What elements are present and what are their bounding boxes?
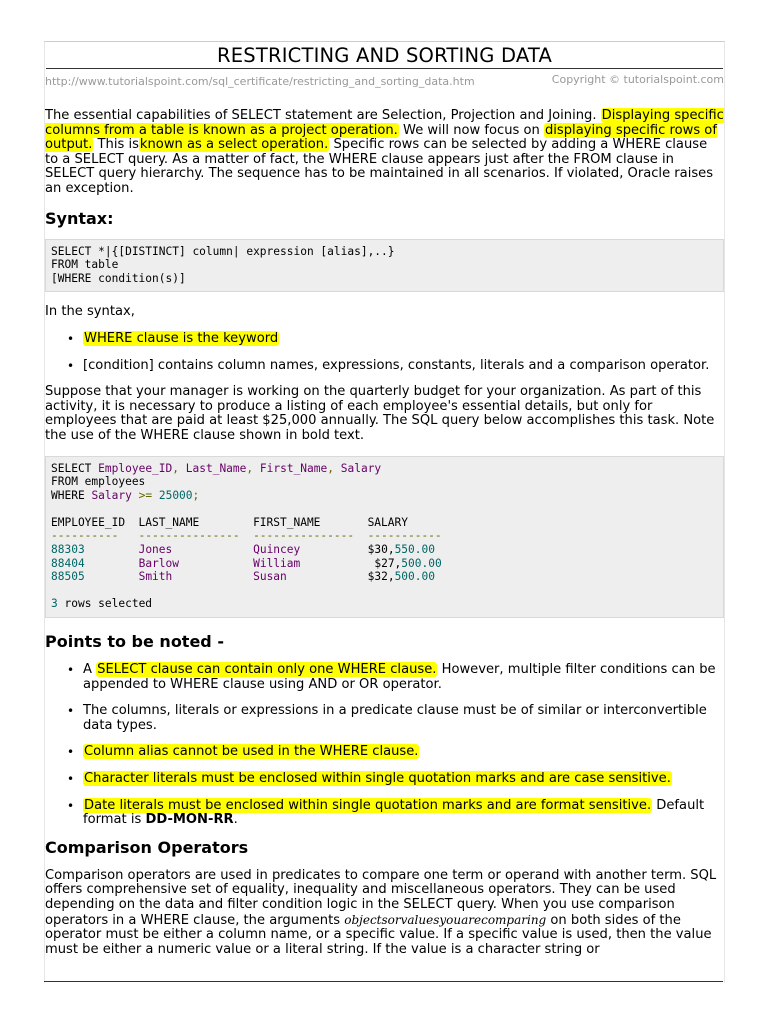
points-list (45, 663, 724, 828)
document-page (44, 41, 725, 983)
syntax-line-2: FROM table (51, 258, 119, 272)
syntax-line-1: SELECT *|{[DISTINCT] column| expression [alias],..} (51, 244, 395, 258)
points-heading: Points to be noted - (45, 632, 224, 652)
code-column: Salary (340, 461, 382, 475)
result-cell-salary-num: 500.00 (401, 556, 442, 570)
code-column: Employee_ID (98, 461, 173, 475)
list-item (45, 359, 724, 374)
intro-highlight-2: displaying specific rows of output. (45, 122, 717, 153)
code-column: Salary (91, 488, 132, 502)
rows-count: 3 (51, 597, 58, 611)
result-cell-salary-num: 500.00 (394, 570, 435, 584)
intro-paragraph (45, 91, 724, 197)
syntax-code-block (45, 239, 724, 293)
point-3-highlight: Column alias cannot be used in the WHERE clause. (84, 744, 419, 760)
result-divider: ---------- --------------- --------------- ----------- (51, 529, 442, 543)
comparison-italic: objectsorvaluesyouarecomparing (344, 912, 547, 927)
result-cell-first: Susan (253, 570, 287, 584)
result-cell-salary: $30, (367, 543, 395, 557)
list-item (45, 745, 724, 760)
intro-highlight-3: known as a select operation. (139, 137, 329, 153)
point-5-period: . (233, 812, 238, 828)
example-paragraph: Suppose that your manager is working on the quarterly budget for your organization. As part of this activity, it is necessary to produce a listing of each employee's essential details, but only for employees that are paid at least $25,000 annually. The SQL query below accomplishes this task. Note the use of the WHERE clause shown in bold text. (45, 384, 715, 443)
code-column: Last_Name (185, 461, 247, 475)
list-item (45, 332, 724, 347)
result-cell-last: Jones (138, 543, 173, 557)
code-number: 25000 (158, 488, 193, 502)
point-1-text-b: However, multiple filter conditions can be appended to WHERE clause using AND or OR operator. (83, 662, 716, 692)
result-cell-last: Smith (138, 570, 173, 584)
bullet-keyword-text: WHERE clause is the keyword (84, 330, 279, 346)
result-header: EMPLOYEE_ID LAST_NAME FIRST_NAME SALARY (51, 515, 408, 529)
comparison-heading: Comparison Operators (45, 837, 249, 857)
intro-highlight-1: Displaying specific columns from a table is known as a project operation. (45, 108, 724, 138)
point-5-highlight: Date literals must be enclosed within single quotation marks and are format sensitive. (84, 797, 652, 813)
code-where-keyword: WHERE (51, 488, 85, 502)
result-cell-salary-num: 550.00 (394, 543, 435, 557)
syntax-lead: In the syntax, (45, 304, 135, 320)
result-cell-id: 88505 (51, 570, 85, 584)
intro-text-1: The essential capabilities of SELECT statement are Selection, Projection and Joining. (45, 108, 597, 123)
query-code-block: SELECT Employee_ID, Last_Name, First_Name, Salary FROM employees WHERE Salary >= 25000; EMPLOYEE_ID LAST_NAME FIRST_NAME SALARY ---------- --------------- --------------- ----------- 88303 Jones Quincey $30,550.00 88404 Barlow William $27,500.00 88505 Smith Susan $32,500.00 3 rows selected (45, 456, 724, 619)
source-url-link[interactable]: http://www.tutorialspoint.com/sql_certificate/restricting_and_sorting_data.htm (45, 75, 475, 88)
code-from-line: FROM employees (51, 475, 146, 489)
syntax-bullets (45, 332, 724, 373)
code-select-keyword: SELECT (51, 461, 92, 475)
point-5-text: Default format is (83, 797, 705, 828)
result-cell-first: Quincey (253, 543, 301, 557)
date-format-bold: DD-MON-RR (145, 812, 234, 828)
rows-selected-text: rows selected (57, 597, 153, 611)
bullet-condition-text: [condition] contains column names, expressions, constants, literals and a comparison operator. (83, 357, 710, 373)
url-bar (45, 69, 724, 91)
syntax-line-3: [WHERE condition(s)] (51, 271, 186, 285)
comparison-paragraph (45, 869, 724, 958)
syntax-heading: Syntax: (45, 208, 114, 228)
page-bottom-rule (44, 981, 723, 982)
intro-text-3: This is (97, 137, 139, 153)
code-column: First_Name (259, 461, 328, 475)
result-cell-last: Barlow (138, 556, 179, 570)
result-cell-id: 88404 (51, 556, 85, 570)
copyright-text: Copyright © tutorialspoint.com (551, 73, 724, 86)
point-4-highlight: Character literals must be enclosed within single quotation marks and are case sensitive. (84, 771, 671, 786)
list-item (45, 799, 724, 828)
comparison-text-1: Comparison operators are used in predicates to compare one term or operand with another term. SQL offers comprehensive set of equality, inequality and miscellaneous operators. They can be used depending on the data and filter condition logic in the SELECT query. When you use comparison operators in a WHERE clause, the arguments (45, 867, 717, 928)
result-cell-id: 88303 (51, 543, 85, 557)
list-item (45, 704, 724, 733)
result-cell-first: William (253, 556, 301, 570)
intro-text-4: Specific rows can be selected by adding a WHERE clause to a SELECT query. As a matter of fact, the WHERE clause appears just after the FROM clause in SELECT query hierarchy. The sequence has to be maintained in all scenarios. If violated, Oracle raises an exception. (45, 137, 714, 196)
result-cell-salary: $32, (367, 570, 395, 584)
page-title: RESTRICTING AND SORTING DATA (46, 42, 723, 69)
point-2-text: The columns, literals or expressions in a predicate clause must be of similar or interconvertible data types. (83, 703, 707, 733)
list-item (45, 663, 724, 692)
code-operator: >= (138, 488, 153, 502)
point-1-text-a: A (83, 662, 92, 678)
result-cell-salary: $27, (374, 556, 402, 570)
intro-text-2: We will now focus on (403, 122, 540, 138)
list-item (45, 772, 724, 787)
comparison-text-2: on both sides of the operator must be either a column name, or a specific value. If a specific value is used, then the value must be either a numeric value or a literal string. If the value is a character string or (45, 912, 712, 957)
point-1-highlight: SELECT clause can contain only one WHERE clause. (97, 662, 437, 678)
